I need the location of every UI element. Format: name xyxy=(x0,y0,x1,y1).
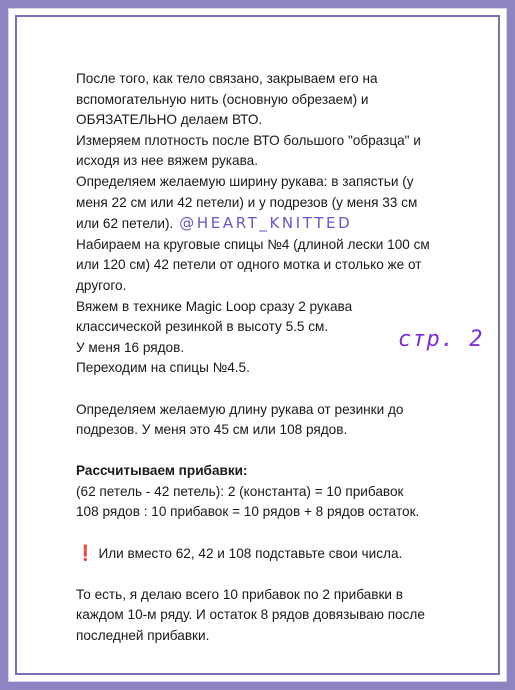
calc-line-1: (62 петель - 42 петель): 2 (константа) = 10 прибавок xyxy=(76,483,404,499)
sleeve-width-text: Определяем желаемую ширину рукава: в запястьи (у меня 22 см или 42 петели) и у подрезов (у меня 33 см или 62 петели). xyxy=(76,173,418,232)
note-text: Или вместо 62, 42 и 108 подставьте свои числа. xyxy=(98,545,403,561)
paragraph-gauge: Измеряем плотность после ВТО большого "образца" и исходя из нее вяжем рукава. xyxy=(76,132,421,169)
spacer xyxy=(76,379,436,400)
calc-title: Рассчитываем прибавки: xyxy=(76,463,248,479)
paragraph-note xyxy=(76,544,436,565)
paragraph-sleeve-width xyxy=(76,172,436,235)
paragraph-sleeve-length: Определяем желаемую длину рукава от резинки до подрезов. У меня это 45 см или 108 рядов. xyxy=(76,401,404,438)
paragraph-needles: Переходим на спицы №4.5. xyxy=(76,360,250,376)
watermark: @HEART_KNITTED xyxy=(179,214,353,233)
paragraph-cast-on: Набираем на круговые спицы №4 (длиной лески 100 см или 120 см) 42 петели от одного мотка и столько же от другого. xyxy=(76,236,430,293)
paragraph-summary: То есть, я делаю всего 10 прибавок по 2 прибавки в каждом 10-м ряду. И остаток 8 рядов довязываю после последней прибавки. xyxy=(76,586,425,644)
spacer xyxy=(76,564,436,585)
document-page xyxy=(8,8,507,682)
paragraph-rows: У меня 16 рядов. xyxy=(76,339,185,355)
calc-line-2: 108 рядов : 10 прибавок = 10 рядов + 8 рядов остаток. xyxy=(76,504,420,520)
page-number-label: стр. 2 xyxy=(398,327,484,352)
spacer xyxy=(76,441,436,462)
paragraph-magic-loop: Вяжем в технике Magic Loop сразу 2 рукава классической резинкой в высоту 5.5 см. xyxy=(76,298,353,335)
spacer xyxy=(76,523,436,544)
exclamation-icon: ❗ xyxy=(76,544,95,562)
paragraph-finish-body: После того, как тело связано, закрываем его на вспомогательную нить (основную обрезаем) и ОБЯЗАТЕЛЬНО делаем ВТО. xyxy=(76,71,378,128)
document-body xyxy=(76,69,436,647)
